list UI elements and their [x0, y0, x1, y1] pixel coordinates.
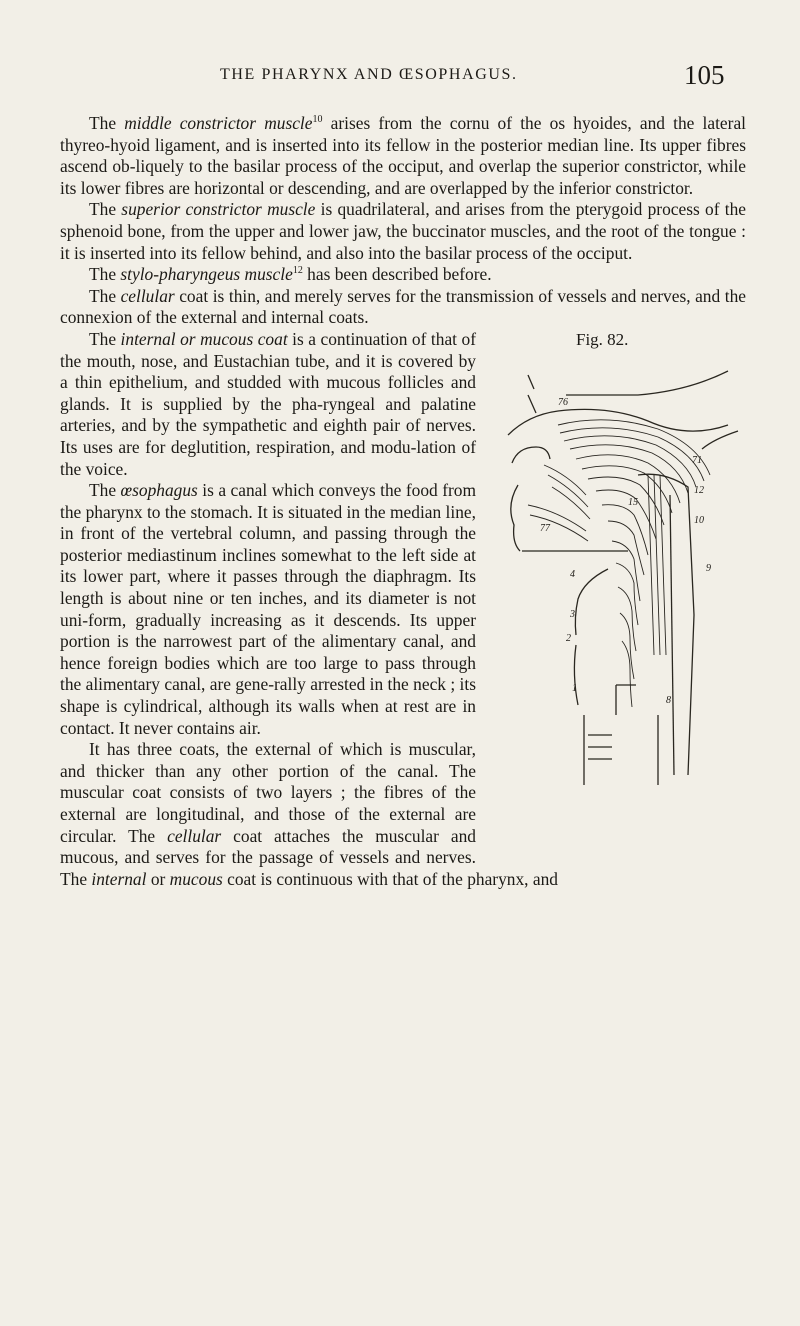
paragraph-stylo-pharyngeus	[60, 264, 746, 286]
figure-label: 9	[706, 562, 711, 574]
figure-label: 4	[570, 568, 575, 580]
text-run: coat is continuous with that of the pharynx, and	[222, 868, 558, 889]
figure-label: 3	[570, 608, 575, 620]
text-run: has been described before.	[302, 264, 492, 285]
paragraph-superior-constrictor	[60, 199, 746, 264]
text-run: The	[89, 328, 121, 349]
term-internal-mucous-coat: internal or mucous coat	[120, 328, 288, 349]
term-cellular: cellular	[167, 825, 222, 846]
pharynx-illustration	[488, 355, 750, 835]
term-mucous: mucous	[169, 868, 223, 889]
figure-label: 8	[666, 694, 671, 706]
text-run: coat attaches the muscular and mucous, and serves for the passage of vessels and nerves. The	[60, 825, 476, 889]
text-run: is a continuation of that of the mouth, nose, and Eustachian tube, and it is covered by a thin epithelium, and studded with mucous follicles and glands. It is supplied by the pha-ryngeal and palatine arteries, and by the sympathetic and eighth pair of nerves. Its uses are for deglutition, respiration, and modu-lation of the voice.	[60, 328, 476, 479]
text-run: arises from the cornu of the os hyoides, and the lateral thyreo-hyoid ligament, and is inserted into its fellow in the posterior median line. Its upper fibres ascend ob-liquely to the basilar process of the occiput, and overlap the superior constrictor, while its lower fibres are horizontal or descending, and are overlapped by the inferior constrictor.	[60, 113, 746, 198]
text-run: The	[89, 285, 121, 306]
reference-number: 10	[312, 114, 323, 126]
page-number: 105	[684, 60, 725, 90]
paragraph-cellular-coat	[60, 286, 746, 329]
reference-number: 12	[292, 265, 303, 277]
text-run: The	[89, 480, 121, 501]
text-run: is quadrilateral, and arises from the pterygoid process of the sphenoid bone, from the upper and lower jaw, the buccinator muscles, and the root of the tongue : it is inserted into its fellow behind, and also into the basilar process of the occiput.	[60, 199, 746, 263]
term-middle-constrictor: middle constrictor muscle	[124, 113, 313, 133]
text-run: is a canal which conveys the food from the pharynx to the stomach. It is situated in the median line, in front of the vertebral column, and passing through the posterior mediastinum inclines somewhat to the left side at its lower part, where it passes through the diaphragm. Its length is about nine or ten inches, and its diameter is not uni-form, gradually increasing as it descends. Its upper portion is the narrowest part of the alimentary canal, and hence foreign bodies which are too large to pass through the alimentary canal, are gene-rally arrested in the neck ; its shape is cylindrical, although its walls when at rest are in contact. It never contains air.	[60, 480, 476, 738]
figure-label: 1	[572, 682, 577, 694]
text-run: coat is thin, and merely serves for the transmission of vessels and nerves, and the connexion of the external and internal coats.	[60, 285, 746, 328]
figure-82	[488, 329, 756, 849]
body-text	[60, 113, 746, 890]
figure-label: 15	[628, 496, 638, 508]
term-superior-constrictor: superior constrictor muscle	[121, 199, 316, 220]
running-head: THE PHARYNX AND ŒSOPHAGUS.	[220, 66, 518, 83]
page-header	[0, 62, 800, 92]
figure-label: 77	[540, 522, 550, 534]
figure-label: 76	[558, 396, 568, 408]
text-run: The	[89, 199, 122, 220]
text-run: The	[89, 113, 125, 133]
figure-label: 12	[694, 484, 704, 496]
term-internal: internal	[91, 868, 147, 889]
term-cellular: cellular	[120, 285, 175, 306]
text-run: or	[146, 868, 170, 889]
figure-label: 10	[694, 514, 704, 526]
figure-label: 2	[566, 632, 571, 644]
figure-caption: Fig. 82.	[576, 329, 629, 349]
text-run: It has three coats, the external of which is muscular, and thicker than any other portion of the canal. The muscular coat consists of two layers ; the fibres of the external are longitudinal, and those of the external are circular. The	[60, 739, 476, 846]
paragraph-middle-constrictor	[60, 113, 746, 199]
text-run: The	[89, 264, 121, 285]
figure-label: 71	[692, 454, 702, 466]
term-oesophagus: œsophagus	[120, 480, 198, 501]
term-stylo-pharyngeus: stylo-pharyngeus muscle	[120, 264, 293, 285]
